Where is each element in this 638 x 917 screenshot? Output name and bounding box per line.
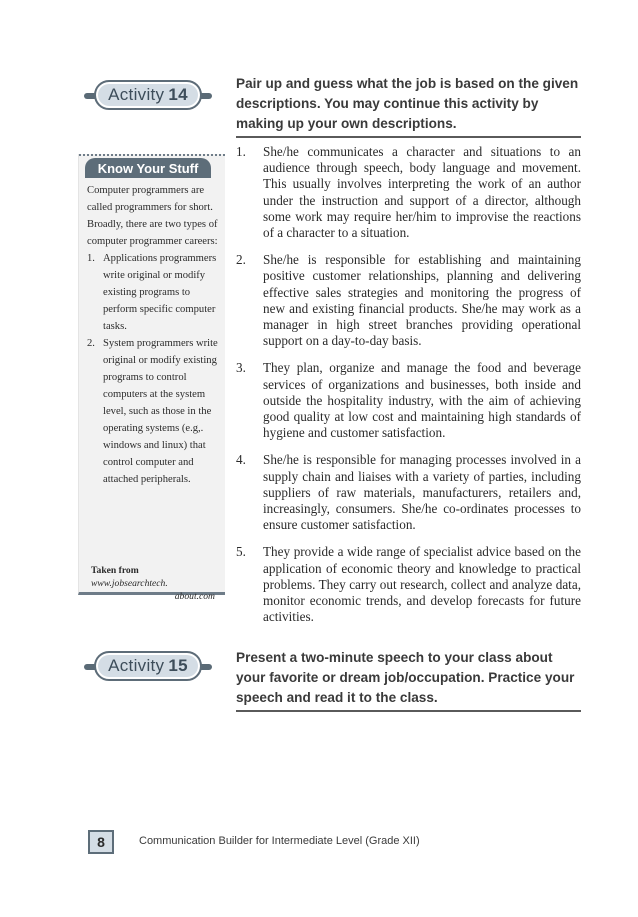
activity-number: 14 xyxy=(168,85,188,104)
list-item xyxy=(87,250,219,335)
list-item xyxy=(236,544,581,625)
item-text: They plan, organize and manage the food and beverage services of organizations and businesses, both inside and outside the hospitality industry, with the aim of achieving good quality at low cost and maintaining high standards of hygiene and customer satisfaction. xyxy=(263,360,581,441)
page-number: 8 xyxy=(88,830,114,854)
list-item xyxy=(236,452,581,533)
source-url-part1: www.jobsearchtech. xyxy=(91,578,168,589)
item-text: System programmers write original or modify existing programs to control computers at the system level, such as those in the operating systems (e.g,. windows and linux) that control computer and attached peripherals. xyxy=(103,338,218,485)
divider-rule xyxy=(236,710,581,712)
badge-pill xyxy=(94,80,202,110)
intro-text: Computer programmers are called programmers for short. Broadly, there are two types of computer programmer careers: xyxy=(87,185,218,247)
item-text: She/he is responsible for establishing and maintaining positive customer relationships, planning and delivering effective sales strategies and monitoring the progress of new and existing financial products. She/he may work as a manager in high street branches providing operational support on a day-to-day basis. xyxy=(263,252,581,349)
activity-15-badge xyxy=(84,651,212,681)
source-url-part2: about.com xyxy=(174,591,215,602)
job-descriptions-list xyxy=(236,144,581,636)
programmer-types-list xyxy=(87,250,219,488)
item-number: 1. xyxy=(87,253,95,264)
activity-label: Activity xyxy=(108,85,165,104)
activity-label: Activity xyxy=(108,656,165,675)
badge-pill xyxy=(94,651,202,681)
list-item xyxy=(236,252,581,349)
footer-text: Communication Builder for Intermediate Level (Grade XII) xyxy=(139,835,420,847)
know-your-stuff-box xyxy=(78,154,225,602)
divider-rule xyxy=(236,136,581,138)
item-number: 2. xyxy=(87,338,95,349)
activity-14-badge xyxy=(84,80,212,110)
source-credit xyxy=(91,564,215,603)
dotted-border xyxy=(79,154,225,156)
item-text: She/he is responsible for managing processes involved in a supply chain and liaises with a variety of parties, including suppliers of raw materials, manufacturers, retailers and, increasingly, consumers. She/he co-ordinates processes to ensure customer satisfaction. xyxy=(263,452,581,533)
item-text: They provide a wide range of specialist advice based on the application of economic theory and knowledge to practical problems. They carry out research, collect and analyze data, monitor economic trends, and develop forecasts for future activities. xyxy=(263,544,581,625)
item-text: Applications programmers write original or modify existing programs to perform specific computer tasks. xyxy=(103,253,217,332)
activity-15-prompt: Present a two-minute speech to your class about your favorite or dream job/occupation. Practice your speech and read it to the class. xyxy=(236,650,575,705)
activity-14-prompt: Pair up and guess what the job is based on the given descriptions. You may continue this activity by making up your own descriptions. xyxy=(236,76,579,131)
source-label: Taken from xyxy=(91,565,139,576)
item-number: 5. xyxy=(236,544,246,560)
item-text: She/he communicates a character and situations to an audience through speech, body language and movement. This usually involves interpreting the work of an author under the instruction and support of a director, although some work may require her/him to improvise the reactions of a character to a situation. xyxy=(263,144,581,241)
activity-number: 15 xyxy=(168,656,188,675)
list-item xyxy=(236,360,581,441)
know-your-stuff-body xyxy=(87,182,219,488)
item-number: 3. xyxy=(236,360,246,376)
list-item xyxy=(87,335,219,488)
item-number: 1. xyxy=(236,144,246,159)
item-number: 2. xyxy=(236,252,246,268)
item-number: 4. xyxy=(236,452,246,468)
list-item xyxy=(236,144,581,241)
know-your-stuff-title: Know Your Stuff xyxy=(85,158,211,178)
